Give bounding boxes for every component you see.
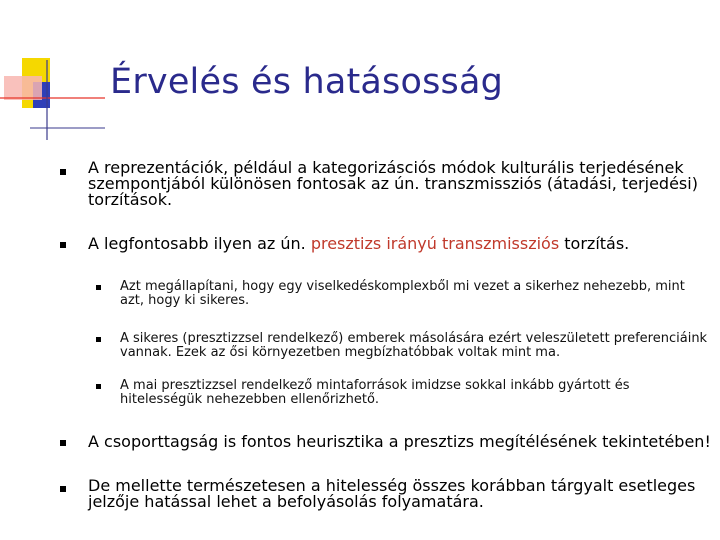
sub-bullet-text: Azt megállapítani, hogy egy viselkedéskomplexből mi vezet a sikerhez nehezebb, mint azt, hogy ki sikeres. bbox=[120, 279, 685, 308]
bullet-marker bbox=[60, 440, 66, 446]
sub-bullet-marker bbox=[96, 337, 101, 342]
bullet-text: De mellette természetesen a hitelesség összes korábban tárgyalt esetleges jelzője hatással lehet a befolyásolás folyamatára. bbox=[88, 476, 696, 511]
sub-bullet-text: A sikeres (presztizzsel rendelkező) emberek másolására ezért veleszületett preferenciáink vannak. Ezek az ősi környezetben megbízhatóbbak voltak mint ma. bbox=[120, 331, 708, 360]
bullet-text bbox=[88, 236, 713, 252]
sub-bullet-text: A mai presztizzsel rendelkező mintaforrások imidzse sokkal inkább gyártott és hitelességük nehezebben ellenőrizhető. bbox=[120, 378, 630, 407]
bullet-marker bbox=[60, 242, 66, 248]
logo-red-square bbox=[4, 76, 42, 100]
bullet-marker bbox=[60, 486, 66, 492]
sub-bullet-marker bbox=[96, 384, 101, 389]
highlighted-term: presztizs irányú transzmissziós bbox=[310, 234, 560, 253]
sub-bullet-marker bbox=[96, 285, 101, 290]
slide-title: Érvelés és hatásosság bbox=[110, 62, 504, 102]
bullet-text: A csoporttagság is fontos heurisztika a presztizs megítélésének tekintetében! bbox=[88, 432, 711, 451]
slide-logo bbox=[0, 0, 110, 145]
bullet-text-part: torzítás. bbox=[559, 234, 630, 253]
bullet-text-part: A legfontosabb ilyen az ún. bbox=[88, 234, 311, 253]
bullet-text: A reprezentációk, például a kategorizásciós módok kulturális terjedésének szempontjából különösen fontosak az ún. transzmissziós (átadási, terjedési) torzítások. bbox=[88, 158, 698, 209]
bullet-marker bbox=[60, 169, 66, 175]
